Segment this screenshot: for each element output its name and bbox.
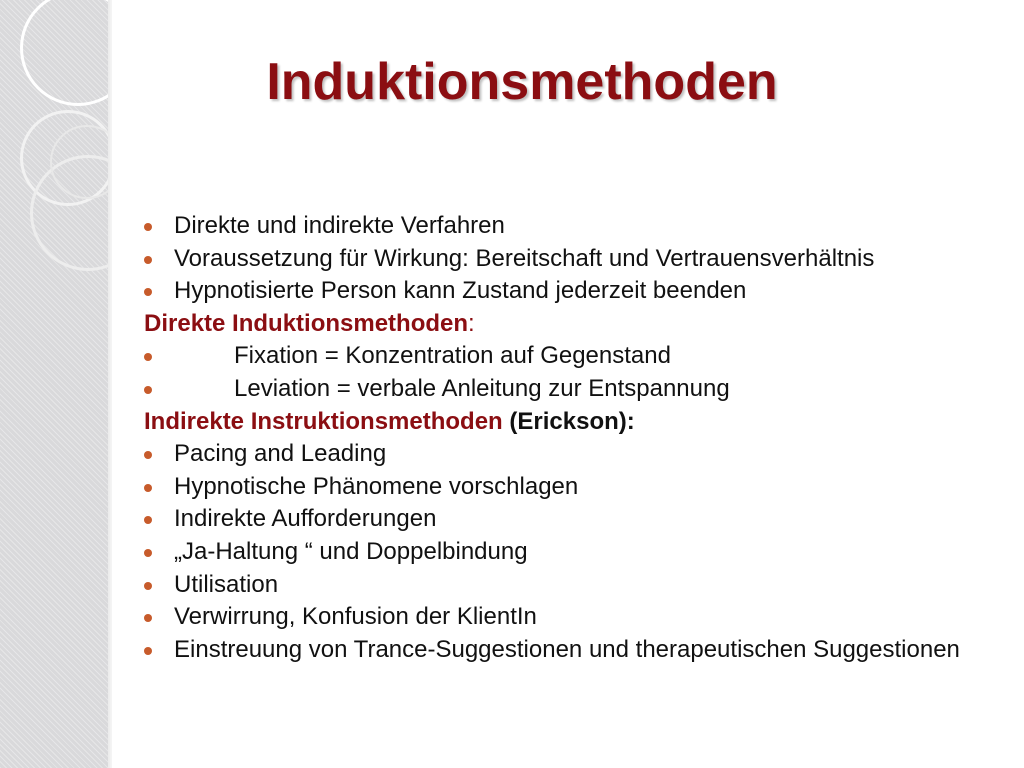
bullet-dot-icon	[144, 647, 152, 655]
decorative-side-strip	[0, 0, 112, 768]
bullet-dot-icon	[144, 516, 152, 524]
list-item	[144, 601, 1014, 634]
list-item-text: Voraussetzung für Wirkung: Bereitschaft und Vertrauensverhältnis	[174, 244, 875, 272]
list-item	[144, 243, 1014, 276]
list-item-text: Verwirrung, Konfusion der KlientIn	[174, 603, 537, 631]
list-item-text: „Ja-Haltung “ und Doppelbindung	[174, 537, 528, 565]
section-heading-direct	[144, 308, 1014, 341]
section-heading-indirect	[144, 406, 1014, 439]
list-item	[144, 275, 1014, 308]
list-item-text: Direkte und indirekte Verfahren	[174, 212, 505, 239]
bullet-dot-icon	[144, 614, 152, 622]
list-item	[144, 569, 1014, 602]
slide-content	[144, 210, 1014, 662]
list-item	[144, 373, 1014, 406]
bullet-dot-icon	[144, 256, 152, 264]
slide-title: Induktionsmethoden	[266, 53, 778, 111]
bullet-dot-icon	[144, 288, 152, 296]
section-heading-suffix: :	[468, 309, 475, 337]
list-item-text: Hypnotisierte Person kann Zustand jederzeit beenden	[174, 277, 747, 305]
list-item-text: Indirekte Aufforderungen	[174, 505, 437, 533]
list-item-text: Pacing and Leading	[174, 440, 387, 468]
bullet-dot-icon	[144, 223, 152, 231]
list-item	[144, 503, 1014, 536]
section-heading-suffix: (Erickson):	[502, 407, 635, 435]
bullet-dot-icon	[144, 549, 152, 557]
bullet-dot-icon	[144, 451, 152, 459]
list-item-text: Utilisation	[174, 570, 279, 598]
list-item-text: Fixation = Konzentration auf Gegenstand	[234, 342, 671, 370]
list-item	[144, 536, 1014, 569]
list-item	[144, 634, 1014, 662]
bullet-dot-icon	[144, 386, 152, 394]
list-item	[144, 210, 1014, 243]
bullet-dot-icon	[144, 484, 152, 492]
list-item	[144, 340, 1014, 373]
list-item-text: Einstreuung von Trance-Suggestionen und therapeutischen Suggestionen	[174, 635, 960, 663]
section-heading-text: Direkte Induktionsmethoden	[144, 309, 469, 337]
list-item	[144, 438, 1014, 471]
list-item	[144, 471, 1014, 504]
bullet-dot-icon	[144, 353, 152, 361]
list-item-text: Hypnotische Phänomene vorschlagen	[174, 472, 579, 500]
section-heading-text: Indirekte Instruktionsmethoden	[144, 407, 503, 435]
bullet-dot-icon	[144, 582, 152, 590]
list-item-text: Leviation = verbale Anleitung zur Entspannung	[234, 374, 730, 402]
